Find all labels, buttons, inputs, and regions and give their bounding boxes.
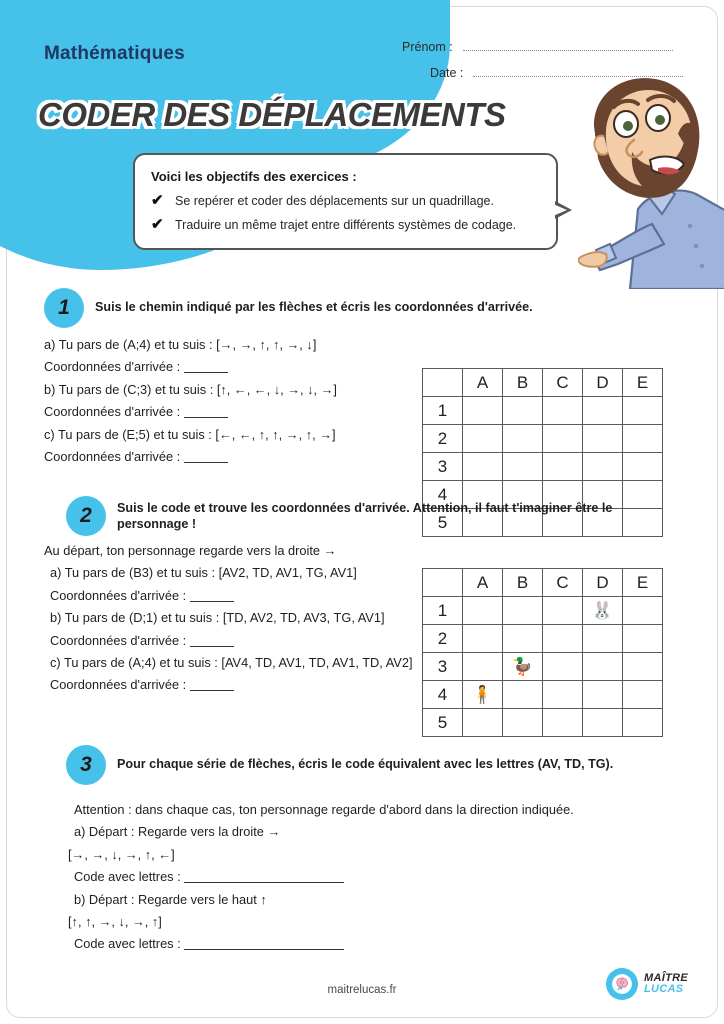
- teacher-illustration: [578, 74, 724, 294]
- objective-text: Se repérer et coder des déplacements sur un quadrillage.: [175, 194, 494, 208]
- grid-cell[interactable]: [543, 397, 583, 425]
- question-prefix: c) Tu pars de (A;4) et tu suis :: [50, 654, 222, 670]
- grid-cell[interactable]: [583, 681, 623, 709]
- exercise-3-start-a: a) Départ : Regarde vers la droite →: [74, 824, 281, 840]
- exercise-2-item-c: [44, 652, 416, 674]
- grid-corner-cell: [423, 569, 463, 597]
- grid-cell[interactable]: [463, 681, 503, 709]
- grid-cell[interactable]: [543, 453, 583, 481]
- grid-cell[interactable]: [623, 425, 663, 453]
- prenom-field-row: [402, 40, 673, 54]
- grid-row-header: 2: [423, 625, 463, 653]
- exercise-3-code-b: [↑, ↑, →, ↓, →, ↑]: [68, 913, 162, 929]
- grid-cell[interactable]: [543, 597, 583, 625]
- grid-row: [423, 681, 663, 709]
- grid-cell[interactable]: [583, 709, 623, 737]
- grid-cell[interactable]: [463, 709, 503, 737]
- exercise-3-questions: [68, 799, 696, 956]
- grid-row-header: 5: [423, 709, 463, 737]
- question-code: [←, ←, ↑, ↑, →, ↑, →]: [215, 426, 336, 442]
- grid-cell[interactable]: [623, 397, 663, 425]
- exercise-3-start-b: b) Départ : Regarde vers le haut ↑: [74, 891, 267, 907]
- speech-bubble-tail: [555, 201, 572, 219]
- question-prefix: a) Tu pars de (B3) et tu suis :: [50, 565, 219, 581]
- check-icon: ✔: [151, 192, 164, 209]
- question-code: [AV2, TD, AV1, TG, AV1]: [218, 565, 357, 581]
- grid-column-header: B: [503, 369, 543, 397]
- question-prefix: c) Tu pars de (E;5) et tu suis :: [44, 426, 216, 442]
- page-title: CODER DES DÉPLACEMENTS: [38, 96, 506, 133]
- grid-row-header: 5: [423, 509, 463, 537]
- exercise-2-number-badge: 2: [66, 496, 106, 536]
- grid-column-header: D: [583, 369, 623, 397]
- grid-row: [423, 425, 663, 453]
- answer-label: Coordonnées d'arrivée :: [50, 632, 187, 648]
- subject-label: Mathématiques: [44, 43, 185, 64]
- logo-top-text: MAÎTRE: [644, 972, 688, 984]
- exercise-3-answer-a: [74, 866, 696, 888]
- exercise-2-grid-wrapper: [422, 568, 663, 737]
- answer-blank[interactable]: [190, 690, 234, 691]
- answer-label: Coordonnées d'arrivée :: [50, 587, 187, 603]
- answer-label: Coordonnées d'arrivée :: [44, 404, 181, 420]
- grid-cell[interactable]: [463, 453, 503, 481]
- grid-cell[interactable]: [463, 397, 503, 425]
- grid-column-header: E: [623, 569, 663, 597]
- grid-column-header: C: [543, 569, 583, 597]
- grid-cell[interactable]: [623, 625, 663, 653]
- grid-cell[interactable]: [583, 597, 623, 625]
- answer-blank[interactable]: [190, 601, 234, 602]
- exercise-3-header: [66, 745, 696, 785]
- exercise-3-answer-b: [74, 933, 696, 955]
- grid-cell[interactable]: [503, 453, 543, 481]
- grid-row-header: 4: [423, 681, 463, 709]
- grid-row: [423, 709, 663, 737]
- grid-cell[interactable]: [543, 709, 583, 737]
- grid-cell[interactable]: [503, 653, 543, 681]
- answer-blank[interactable]: [184, 949, 344, 950]
- grid-cell-glyph: 🐰: [591, 600, 614, 620]
- exercise-2-item-b: [44, 607, 416, 629]
- objectives-box: [133, 153, 558, 250]
- grid-cell[interactable]: [543, 681, 583, 709]
- question-code: [TD, AV2, TD, AV3, TG, AV1]: [222, 610, 385, 626]
- objective-item: [151, 193, 538, 209]
- grid-cell[interactable]: [503, 681, 543, 709]
- date-label: Date :: [430, 66, 464, 80]
- answer-blank[interactable]: [184, 372, 228, 373]
- exercise-1-item-a: [44, 334, 416, 356]
- grid-row-header: 3: [423, 653, 463, 681]
- grid-column-header: A: [463, 369, 503, 397]
- grid-cell[interactable]: [583, 625, 623, 653]
- grid-column-header: A: [463, 569, 503, 597]
- logo-bottom-text: LUCAS: [644, 983, 684, 995]
- grid-cell[interactable]: [583, 453, 623, 481]
- grid-cell[interactable]: [463, 625, 503, 653]
- exercise-3-note: Attention : dans chaque cas, ton personnage regarde d'abord dans la direction indiquée.: [74, 802, 574, 817]
- grid-cell[interactable]: [623, 709, 663, 737]
- grid-row-header: 3: [423, 453, 463, 481]
- grid-cell-glyph: 🧍: [471, 684, 494, 704]
- grid-column-header: C: [543, 369, 583, 397]
- grid-cell[interactable]: [623, 453, 663, 481]
- question-prefix: b) Tu pars de (D;1) et tu suis :: [50, 610, 223, 626]
- exercise-1-number-badge: 1: [44, 288, 84, 328]
- exercise-1-header: [44, 288, 684, 328]
- grid-cell[interactable]: [543, 625, 583, 653]
- grid-row: [423, 397, 663, 425]
- grid-cell[interactable]: [503, 625, 543, 653]
- objective-item: [151, 217, 538, 233]
- grid-row-header: 1: [423, 397, 463, 425]
- exercise-2-grid[interactable]: [422, 568, 663, 737]
- grid-cell[interactable]: [623, 681, 663, 709]
- brand-logo[interactable]: [606, 968, 688, 1000]
- grid-column-header: E: [623, 369, 663, 397]
- exercise-2-answer-a: [44, 585, 416, 607]
- exercise-3-number-badge: 3: [66, 745, 106, 785]
- grid-row: [423, 453, 663, 481]
- grid-cell[interactable]: [583, 397, 623, 425]
- exercise-2-answer-b: [44, 630, 416, 652]
- question-code: [↑, ←, ←, ↓, →, ↓, →]: [216, 381, 337, 397]
- exercise-3-title: Pour chaque série de flèches, écris le code équivalent avec les lettres (AV, TD, TG).: [117, 757, 614, 771]
- exercise-1-item-b: [44, 379, 416, 401]
- exercise-1-answer-b: [44, 401, 416, 423]
- exercise-2-questions: [44, 540, 416, 697]
- grid-cell-glyph: 🦆: [511, 656, 534, 676]
- answer-blank[interactable]: [184, 882, 344, 883]
- grid-cell[interactable]: [623, 653, 663, 681]
- objective-text: Traduire un même trajet entre différents systèmes de codage.: [175, 218, 517, 233]
- grid-row: [423, 625, 663, 653]
- grid-cell[interactable]: [463, 653, 503, 681]
- grid-corner-cell: [423, 369, 463, 397]
- grid-column-header: B: [503, 569, 543, 597]
- check-icon: ✔: [151, 216, 164, 234]
- grid-cell[interactable]: [463, 425, 503, 453]
- grid-cell[interactable]: [463, 597, 503, 625]
- exercise-2-intro: Au départ, ton personnage regarde vers la droite →: [44, 543, 337, 558]
- grid-cell[interactable]: [503, 397, 543, 425]
- grid-row-header: 1: [423, 597, 463, 625]
- exercise-2-title: Suis le code et trouve les coordonnées d'arrivée. Attention, il faut t'imaginer être le personnage !: [117, 501, 613, 532]
- answer-blank[interactable]: [184, 462, 228, 463]
- answer-label: Code avec lettres :: [74, 869, 181, 885]
- exercise-1-item-c: [44, 424, 416, 446]
- exercise-1-answer-a: [44, 356, 416, 378]
- question-code: [AV4, TD, AV1, TD, AV1, TD, AV2]: [221, 654, 413, 670]
- exercise-3-code-a: [→, →, ↓, →, ↑, ←]: [68, 846, 175, 862]
- answer-label: Code avec lettres :: [74, 936, 181, 952]
- grid-cell[interactable]: [503, 709, 543, 737]
- exercise-1-answer-c: [44, 446, 416, 468]
- objectives-heading: Voici les objectifs des exercices :: [151, 169, 357, 184]
- prenom-input[interactable]: [463, 41, 673, 51]
- logo-text: [644, 973, 688, 995]
- grid-column-header: D: [583, 569, 623, 597]
- answer-blank[interactable]: [190, 646, 234, 647]
- grid-cell[interactable]: [583, 425, 623, 453]
- grid-cell[interactable]: [503, 597, 543, 625]
- answer-blank[interactable]: [184, 417, 228, 418]
- grid-cell[interactable]: [503, 425, 543, 453]
- exercise-2: [44, 496, 691, 737]
- grid-row: [423, 597, 663, 625]
- brain-icon: [606, 968, 638, 1000]
- grid-row-header: 4: [423, 481, 463, 509]
- answer-label: Coordonnées d'arrivée :: [44, 448, 181, 464]
- exercise-2-header: [66, 496, 691, 536]
- grid-row: [423, 653, 663, 681]
- answer-label: Coordonnées d'arrivée :: [44, 359, 181, 375]
- question-code: [→, →, ↑, ↑, →, ↓]: [216, 337, 317, 352]
- grid-row-header: 2: [423, 425, 463, 453]
- grid-cell[interactable]: [543, 653, 583, 681]
- grid-cell[interactable]: [623, 597, 663, 625]
- question-prefix: b) Tu pars de (C;3) et tu suis :: [44, 381, 217, 397]
- footer-url[interactable]: maitrelucas.fr: [327, 984, 397, 996]
- question-prefix: a) Tu pars de (A;4) et tu suis :: [44, 337, 217, 352]
- exercise-3: [66, 745, 696, 956]
- exercise-1-title: Suis le chemin indiqué par les flèches et écris les coordonnées d'arrivée.: [95, 300, 533, 314]
- grid-cell[interactable]: [543, 425, 583, 453]
- exercise-2-item-a: [44, 562, 416, 584]
- exercise-2-answer-c: [44, 674, 416, 696]
- exercise-1-questions: [44, 334, 416, 468]
- grid-cell[interactable]: [583, 653, 623, 681]
- prenom-label: Prénom :: [402, 40, 453, 54]
- answer-label: Coordonnées d'arrivée :: [50, 677, 187, 693]
